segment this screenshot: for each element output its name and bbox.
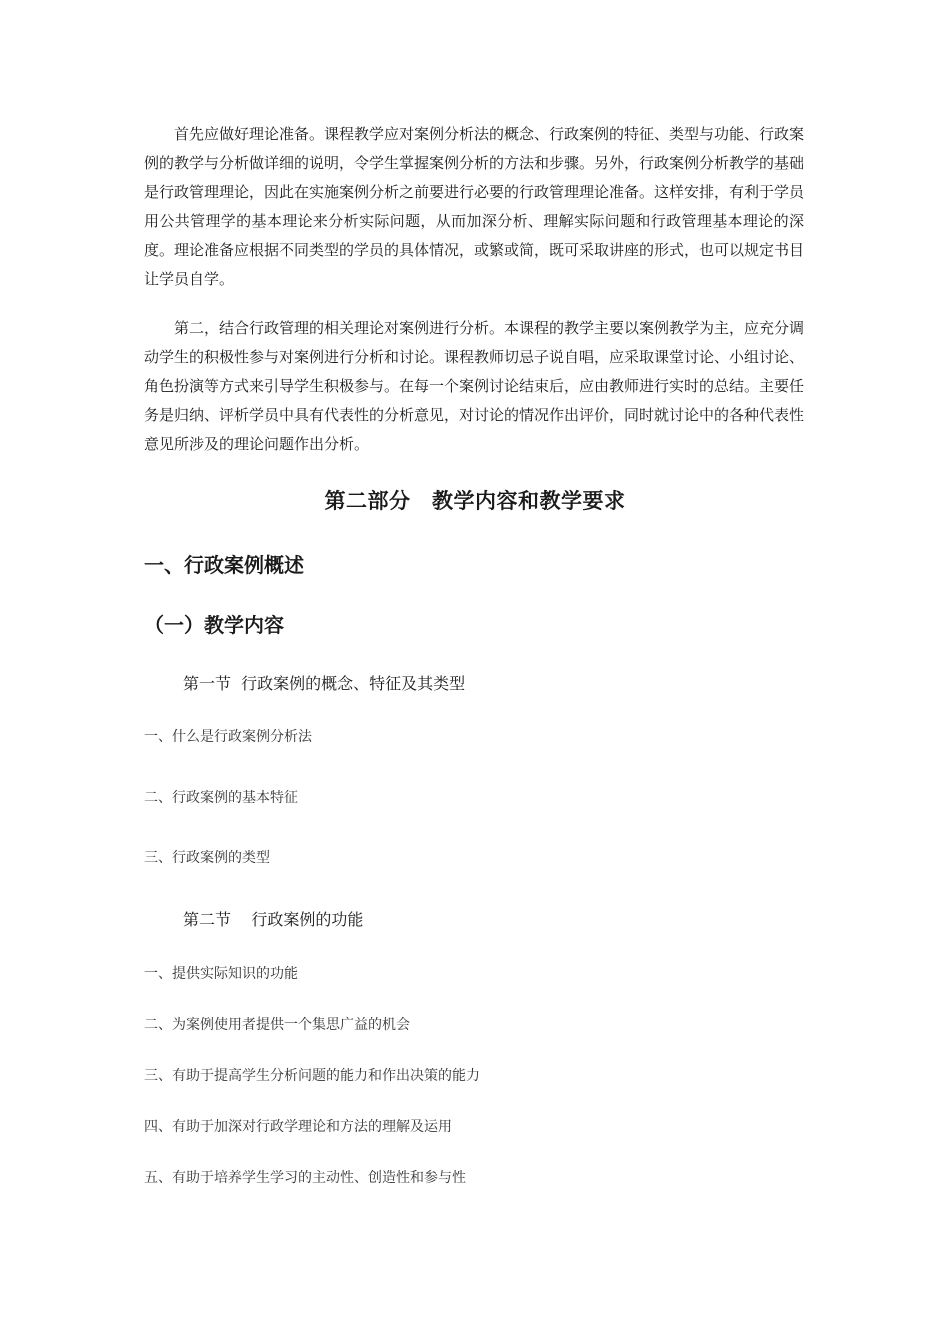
heading-case-overview: 一、行政案例概述: [144, 553, 304, 577]
part-title: 第二部分 教学内容和教学要求: [324, 489, 626, 513]
heading-teaching-content: （一）教学内容: [144, 613, 284, 637]
list-item: 四、有助于加深对行政学理论和方法的理解及运用: [144, 1119, 452, 1135]
list-item: 二、行政案例的基本特征: [144, 790, 298, 806]
paragraph-theory-preparation: 首先应做好理论准备。课程教学应对案例分析法的概念、行政案例的特征、类型与功能、行政案例的教学与分析做详细的说明，令学生掌握案例分析的方法和步骤。另外，行政案例分析教学的基础是行政管理理论，因此在实施案例分析之前要进行必要的行政管理理论准备。这样安排，有利于学员用公共管理学的基本理论来分析实际问题，从而加深分析、理解实际问题和行政管理基本理论的深度。理论准备应根据不同类型的学员的具体情况，或繁或简，既可采取讲座的形式，也可以规定书目让学员自学。: [144, 125, 805, 288]
section2-title: 第二节 行政案例的功能: [183, 910, 364, 929]
list-item: 一、什么是行政案例分析法: [144, 729, 312, 745]
list-item: 二、为案例使用者提供一个集思广益的机会: [144, 1017, 410, 1033]
list-item: 三、行政案例的类型: [144, 850, 270, 866]
section1-title: 第一节 行政案例的概念、特征及其类型: [183, 674, 466, 693]
list-item: 一、提供实际知识的功能: [144, 966, 298, 982]
list-item: 三、有助于提高学生分析问题的能力和作出决策的能力: [144, 1068, 480, 1084]
list-item: 五、有助于培养学生学习的主动性、创造性和参与性: [144, 1170, 466, 1186]
paragraph-case-analysis: 第二，结合行政管理的相关理论对案例进行分析。本课程的教学主要以案例教学为主，应充分调动学生的积极性参与对案例进行分析和讨论。课程教师切忌子说自唱，应采取课堂讨论、小组讨论、角色扮演等方式来引导学生积极参与。在每一个案例讨论结束后，应由教师进行实时的总结。主要任务是归纳、评析学员中具有代表性的分析意见，对讨论的情况作出评价，同时就讨论中的各种代表性意见所涉及的理论问题作出分析。: [144, 319, 805, 453]
